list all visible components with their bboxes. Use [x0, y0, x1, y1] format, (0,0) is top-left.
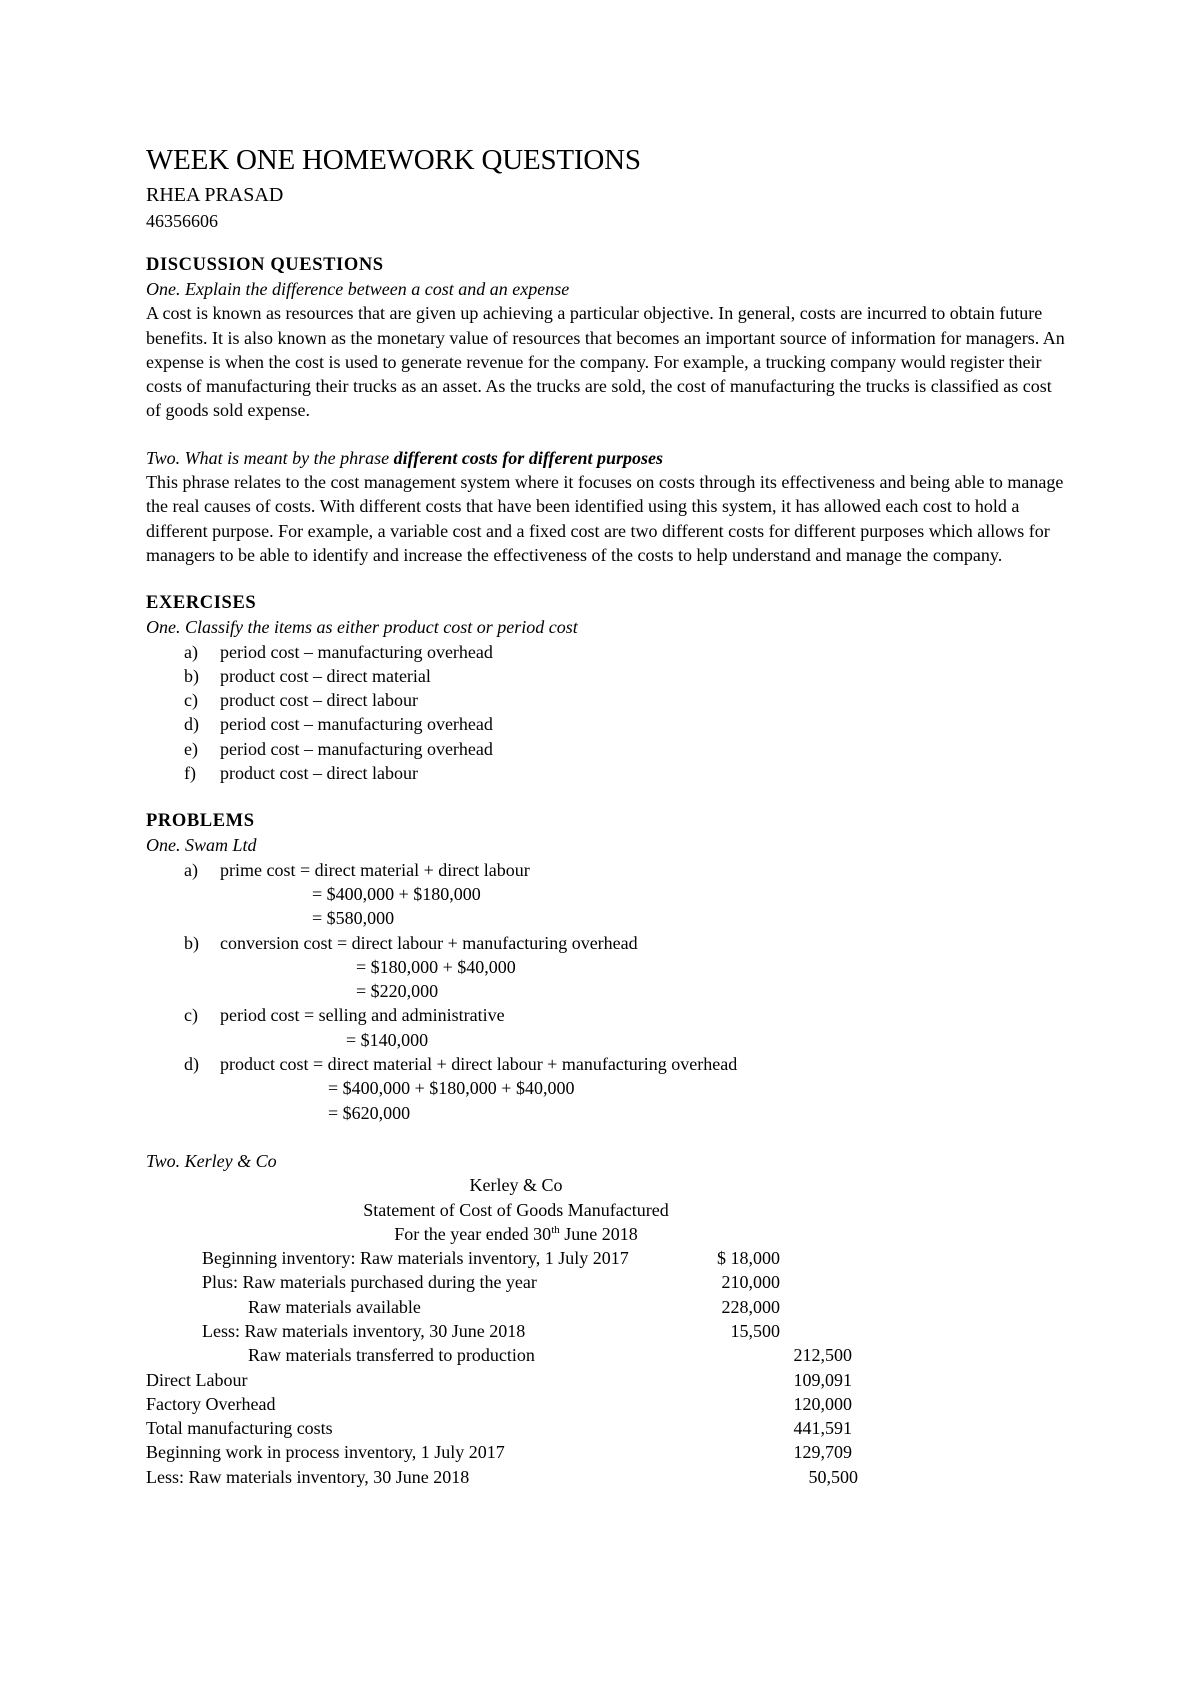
- calc-line: = $140,000: [346, 1029, 429, 1050]
- list-text: product cost – direct material: [220, 665, 431, 686]
- statement-row: [146, 1440, 1066, 1464]
- exercise-question-1: One. Classify the items as either product cost or period cost: [146, 617, 578, 638]
- calc-line: period cost = selling and administrative: [220, 1005, 505, 1026]
- row-label: Beginning inventory: Raw materials inventory, 1 July 2017: [202, 1248, 629, 1269]
- statement-row: [146, 1465, 1066, 1489]
- problem-question-2: Two. Kerley & Co: [146, 1150, 277, 1171]
- row-label: Less: Raw materials inventory, 30 June 2018: [202, 1320, 526, 1341]
- statement-row: [146, 1270, 1066, 1294]
- statement-row: [146, 1368, 1066, 1392]
- question-2-prefix: Two. What is meant by the phrase: [146, 447, 394, 468]
- calc-line: prime cost = direct material + direct labour: [220, 859, 530, 880]
- list-text: product cost – direct labour: [220, 690, 418, 711]
- row-value-col2: 129,709: [793, 1442, 852, 1463]
- student-id: 46356606: [146, 211, 218, 231]
- list-marker: b): [184, 932, 199, 953]
- statement-row: [146, 1319, 1066, 1343]
- statement-row: [146, 1392, 1066, 1416]
- discussion-question-2: [146, 446, 1066, 470]
- row-value-col1: 228,000: [721, 1296, 780, 1317]
- exercises-heading: EXERCISES: [146, 593, 257, 614]
- row-label: Beginning work in process inventory, 1 July 2017: [146, 1442, 505, 1463]
- list-marker: b): [184, 665, 199, 686]
- discussion-question-1: One. Explain the difference between a cost and an expense: [146, 279, 570, 299]
- author-name: RHEA PRASAD: [146, 184, 284, 206]
- calc-line: product cost = direct material + direct labour + manufacturing overhead: [220, 1054, 738, 1075]
- row-value-col1: 210,000: [721, 1272, 780, 1293]
- statement-row: [146, 1246, 1066, 1270]
- list-item: [184, 931, 1066, 1004]
- statement-row: [146, 1416, 1066, 1440]
- row-label: Total manufacturing costs: [146, 1418, 333, 1439]
- row-label: Raw materials available: [248, 1296, 421, 1317]
- calc-line: = $400,000 + $180,000: [312, 883, 481, 904]
- list-marker: a): [184, 859, 198, 880]
- row-label: Plus: Raw materials purchased during the year: [202, 1272, 537, 1293]
- document-page: [146, 142, 1066, 1489]
- calc-line: = $620,000: [328, 1102, 411, 1123]
- list-item: [184, 712, 1066, 736]
- document-title: WEEK ONE HOMEWORK QUESTIONS: [146, 144, 641, 176]
- row-label: Factory Overhead: [146, 1393, 276, 1414]
- list-marker: d): [184, 1054, 199, 1075]
- problem-list: [146, 858, 1066, 1125]
- calc-line: = $400,000 + $180,000 + $40,000: [328, 1078, 575, 1099]
- calc-line: conversion cost = direct labour + manufacturing overhead: [220, 932, 638, 953]
- statement-title: Statement of Cost of Goods Manufactured: [363, 1199, 669, 1220]
- row-label: Less: Raw materials inventory, 30 June 2018: [146, 1466, 470, 1487]
- period-prefix: For the year ended 30: [394, 1223, 552, 1244]
- list-item: [184, 1052, 1066, 1125]
- calc-line: = $180,000 + $40,000: [356, 956, 516, 977]
- list-text: period cost – manufacturing overhead: [220, 641, 493, 662]
- list-marker: d): [184, 714, 199, 735]
- list-item: [184, 688, 1066, 712]
- exercise-list: [146, 640, 1066, 786]
- row-value-col1: 15,500: [730, 1320, 780, 1341]
- statement-row: [146, 1295, 1066, 1319]
- row-value-col2: 441,591: [793, 1418, 852, 1439]
- problems-heading: PROBLEMS: [146, 811, 255, 832]
- list-item: [184, 640, 1066, 664]
- period-sup: th: [551, 1223, 560, 1236]
- list-marker: c): [184, 1005, 198, 1026]
- period-suffix: June 2018: [559, 1223, 638, 1244]
- row-label: Direct Labour: [146, 1369, 248, 1390]
- list-item: [184, 761, 1066, 785]
- list-item: [184, 858, 1066, 931]
- row-value-col2: 50,500: [808, 1466, 858, 1487]
- problem-question-1: One. Swam Ltd: [146, 835, 257, 856]
- discussion-answer-1: A cost is known as resources that are given up achieving a particular objective. In general, costs are incurred to obtain future benefits. It is also known as the monetary value of resources that becomes an important source of information for managers. An expense is when the cost is used to generate revenue for the company. For example, a trucking company would register their costs of manufacturing their trucks as an asset. As the trucks are sold, the cost of manufacturing the trucks is classified as cost of goods sold expense.: [146, 303, 1065, 421]
- calc-line: = $580,000: [312, 908, 395, 929]
- statement-period: [146, 1222, 886, 1246]
- question-2-emphasis: different costs for different purposes: [393, 447, 663, 468]
- list-text: period cost – manufacturing overhead: [220, 738, 493, 759]
- statement-row: [146, 1343, 1066, 1367]
- cost-statement: [146, 1173, 1066, 1489]
- list-marker: c): [184, 690, 198, 711]
- discussion-answer-2: This phrase relates to the cost management system where it focuses on costs through its effectiveness and being able to manage the real causes of costs. With different costs that have been identified using this system, it has allowed each cost to hold a different purpose. For example, a variable cost and a fixed cost are two different costs for different purposes which allows for managers to be able to identify and increase the effectiveness of the costs to help understand and manage the company.: [146, 472, 1064, 565]
- statement-company: Kerley & Co: [469, 1175, 563, 1196]
- row-value-col2: 120,000: [793, 1393, 852, 1414]
- discussion-heading: DISCUSSION QUESTIONS: [146, 255, 384, 275]
- list-marker: e): [184, 738, 198, 759]
- row-value-col1: $ 18,000: [717, 1248, 780, 1269]
- list-marker: a): [184, 641, 198, 662]
- list-item: [184, 664, 1066, 688]
- row-value-col2: 109,091: [793, 1369, 852, 1390]
- row-value-col2: 212,500: [793, 1345, 852, 1366]
- list-item: [184, 737, 1066, 761]
- list-text: product cost – direct labour: [220, 763, 418, 784]
- list-text: period cost – manufacturing overhead: [220, 714, 493, 735]
- calc-line: = $220,000: [356, 981, 439, 1002]
- list-marker: f): [184, 763, 196, 784]
- row-label: Raw materials transferred to production: [248, 1345, 535, 1366]
- list-item: [184, 1003, 1066, 1052]
